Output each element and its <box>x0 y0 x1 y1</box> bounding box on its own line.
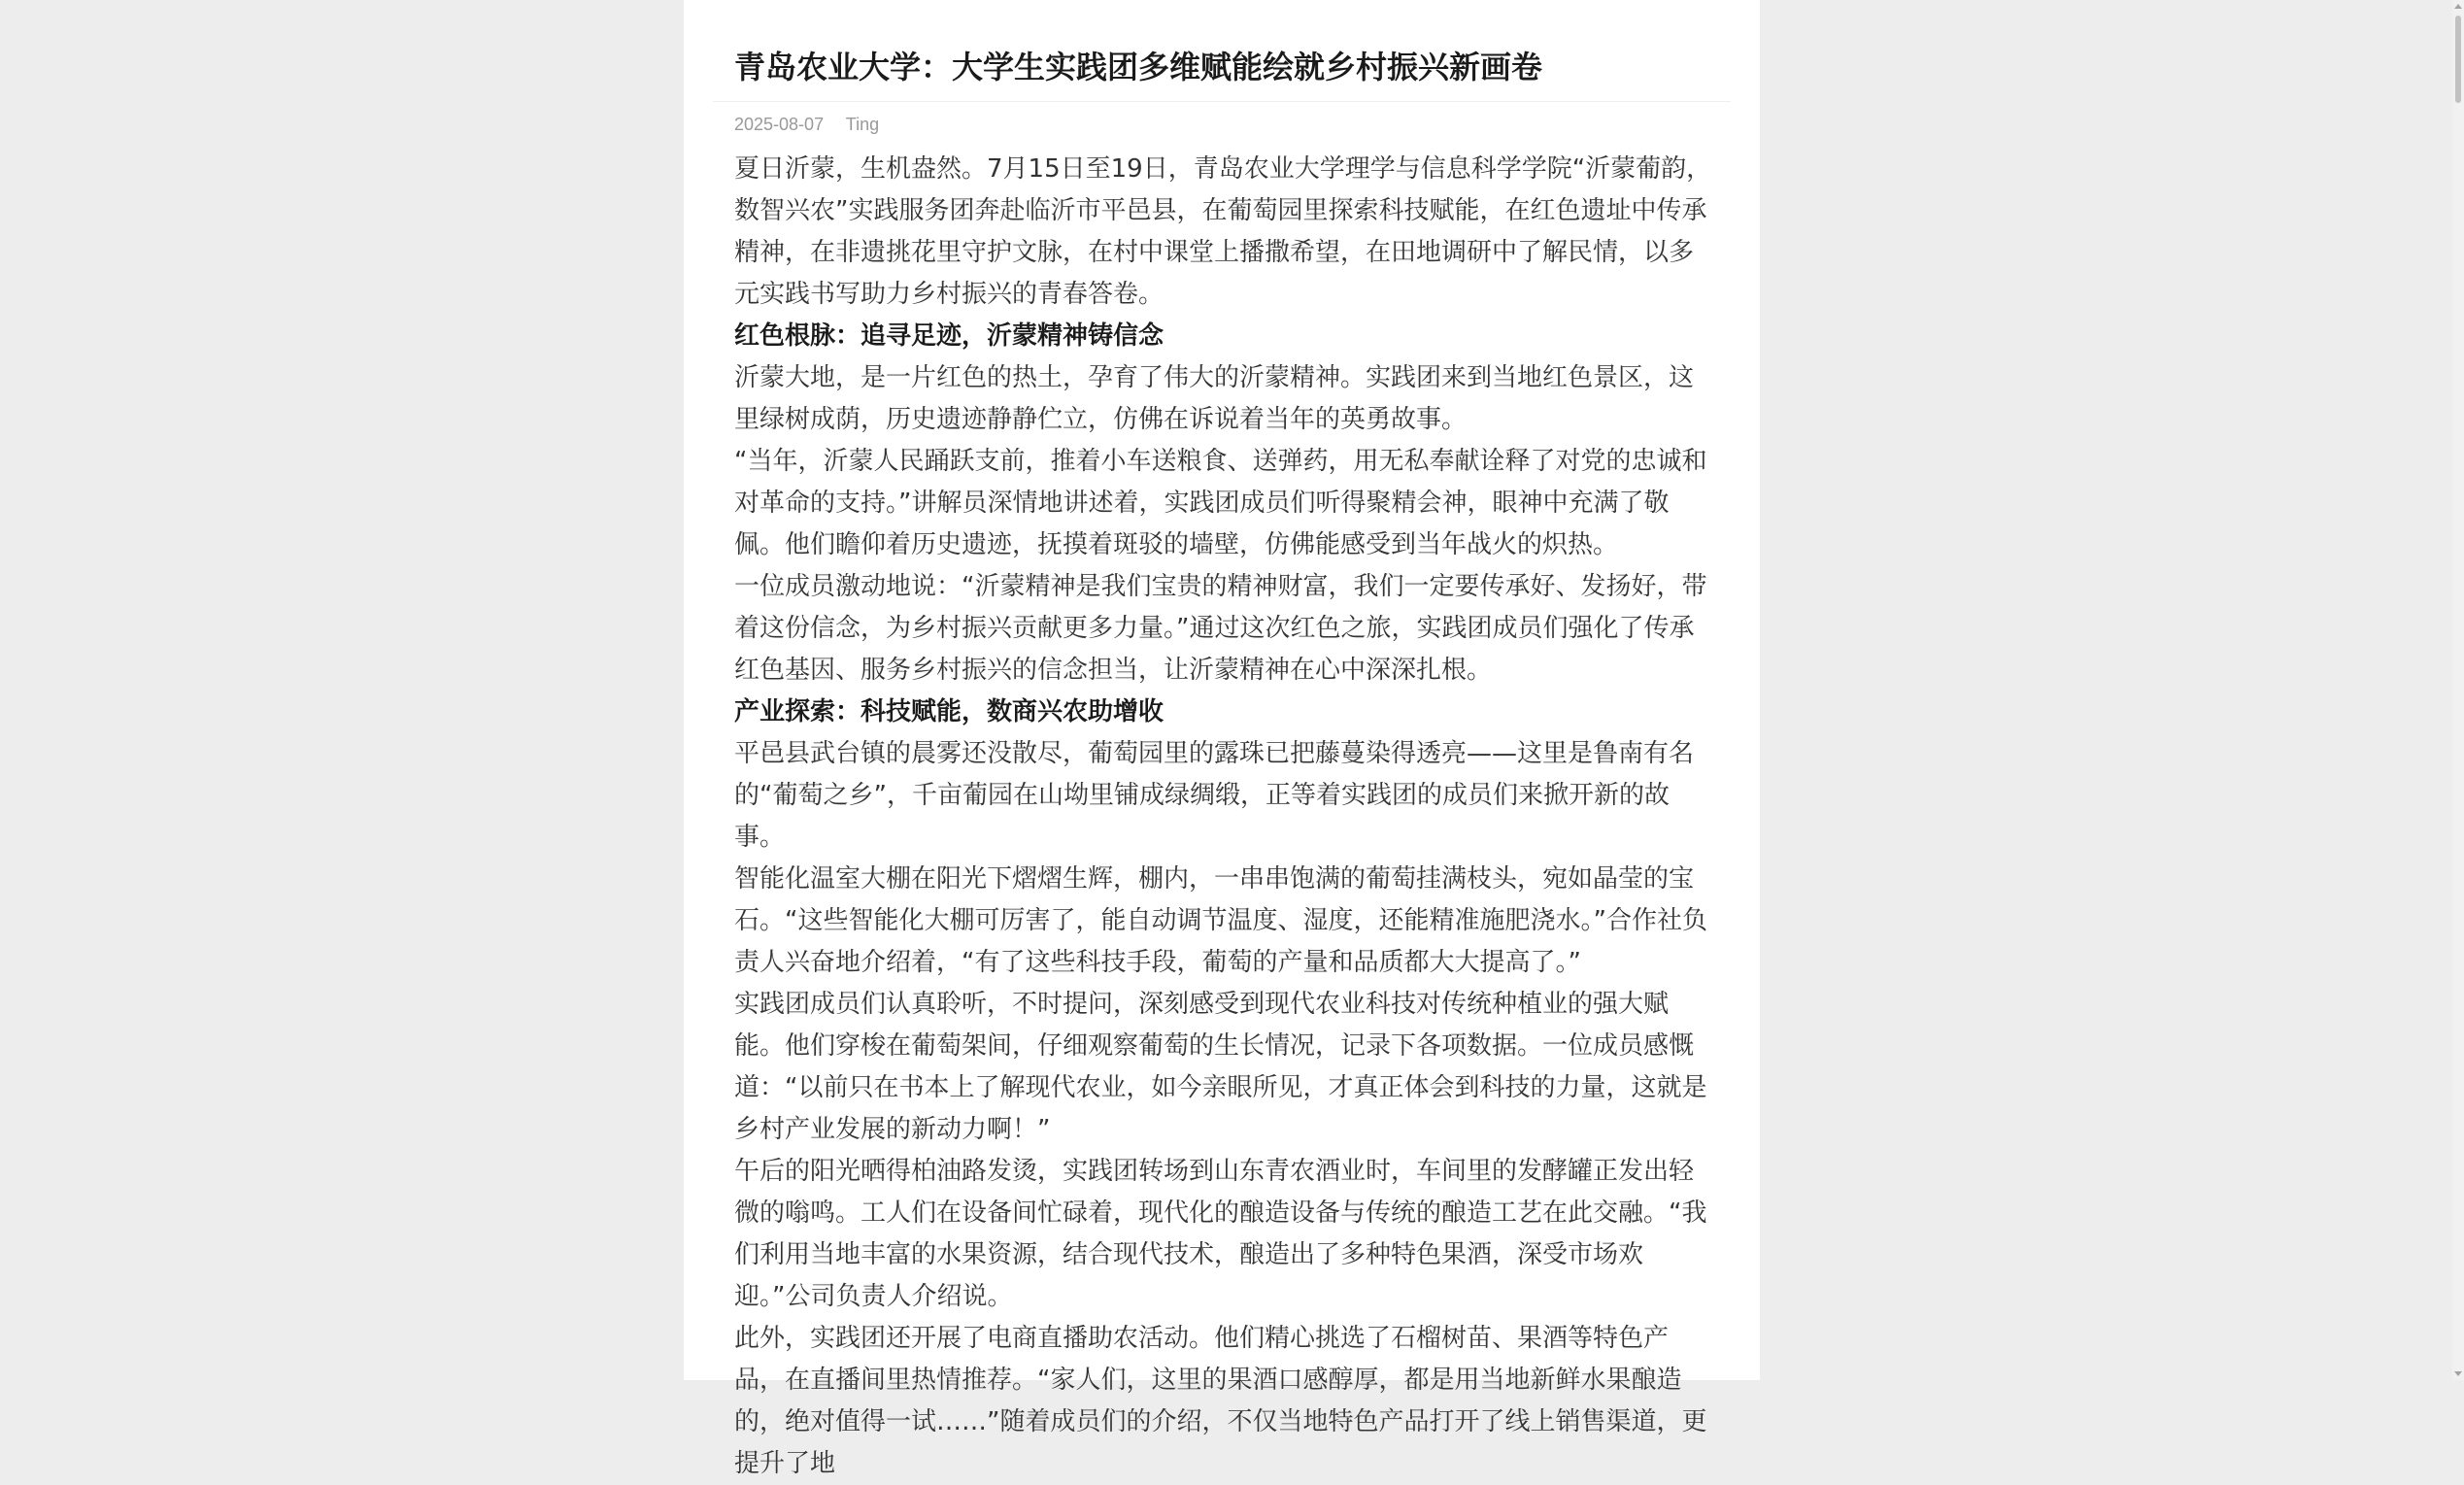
body-paragraph: 平邑县武台镇的晨雾还没散尽，葡萄园里的露珠已把藤蔓染得透亮——这里是鲁南有名的“葡萄之乡”，千亩葡园在山坳里铺成绿绸缎，正等着实践团的成员们来掀开新的故事。 <box>734 739 1695 852</box>
article-meta <box>734 113 896 136</box>
vertical-scrollbar[interactable] <box>2452 0 2464 1380</box>
body-paragraph: 夏日沂蒙，生机盎然。7月15日至19日，青岛农业大学理学与信息科学学院“沂蒙葡韵，数智兴农”实践服务团奔赴临沂市平邑县，在葡萄园里探索科技赋能，在红色遗址中传承精神，在非遗挑花里守护文脉，在村中课堂上播撒希望，在田地调研中了解民情，以多元实践书写助力乡村振兴的青春答卷。 <box>734 154 1712 309</box>
scrollbar-thumb[interactable] <box>2455 16 2461 103</box>
body-paragraph: 此外，实践团还开展了电商直播助农活动。他们精心挑选了石榴树苗、果酒等特色产品，在直播间里热情推荐。“家人们，这里的果酒口感醇厚，都是用当地新鲜水果酿造的，绝对值得一试……”随着成员们的介绍，不仅当地特色产品打开了线上销售渠道，更提升了地 <box>734 1324 1707 1478</box>
body-paragraph: 一位成员激动地说：“沂蒙精神是我们宝贵的精神财富，我们一定要传承好、发扬好，带着这份信念，为乡村振兴贡献更多力量。”通过这次红色之旅，实践团成员们强化了传承红色基因、服务乡村振兴的信念担当，让沂蒙精神在心中深深扎根。 <box>734 572 1707 685</box>
section-heading: 红色根脉：追寻足迹，沂蒙精神铸信念 <box>734 321 1164 351</box>
author-name: Ting <box>845 115 880 134</box>
article-title: 青岛农业大学：大学生实践团多维赋能绘就乡村振兴新画卷 <box>734 49 1543 85</box>
section-heading: 产业探索：科技赋能，数商兴农助增收 <box>734 697 1164 726</box>
body-paragraph: 智能化温室大棚在阳光下熠熠生辉，棚内，一串串饱满的葡萄挂满枝头，宛如晶莹的宝石。“这些智能化大棚可厉害了，能自动调节温度、湿度，还能精准施肥浇水。”合作社负责人兴奋地介绍着，“有了这些科技手段，葡萄的产量和品质都大大提高了。” <box>734 864 1707 977</box>
article-body <box>734 149 1717 1485</box>
body-paragraph: 实践团成员们认真聆听，不时提问，深刻感受到现代农业科技对传统种植业的强大赋能。他们穿梭在葡萄架间，仔细观察葡萄的生长情况，记录下各项数据。一位成员感慨道：“以前只在书本上了解现代农业，如今亲眼所见，才真正体会到科技的力量，这就是乡村产业发展的新动力啊！” <box>734 990 1707 1144</box>
body-paragraph: “当年，沂蒙人民踊跃支前，推着小车送粮食、送弹药，用无私奉献诠释了对党的忠诚和对革命的支持。”讲解员深情地讲述着，实践团成员们听得聚精会神，眼神中充满了敬佩。他们瞻仰着历史遗迹，抚摸着斑驳的墙壁，仿佛能感受到当年战火的炽热。 <box>734 447 1707 559</box>
body-paragraph: 午后的阳光晒得柏油路发烫，实践团转场到山东青农酒业时，车间里的发酵罐正发出轻微的嗡鸣。工人们在设备间忙碌着，现代化的酿造设备与传统的酿造工艺在此交融。“我们利用当地丰富的水果资源，结合现代技术，酿造出了多种特色果酒，深受市场欢迎。”公司负责人介绍说。 <box>734 1157 1707 1311</box>
scroll-down-arrow-icon[interactable] <box>2454 1371 2462 1376</box>
article-page <box>684 0 1760 1478</box>
scroll-up-arrow-icon[interactable] <box>2454 4 2462 9</box>
title-divider <box>713 101 1731 102</box>
body-paragraph: 沂蒙大地，是一片红色的热土，孕育了伟大的沂蒙精神。实践团来到当地红色景区，这里绿树成荫，历史遗迹静静伫立，仿佛在诉说着当年的英勇故事。 <box>734 363 1695 434</box>
publish-date: 2025-08-07 <box>734 115 825 134</box>
